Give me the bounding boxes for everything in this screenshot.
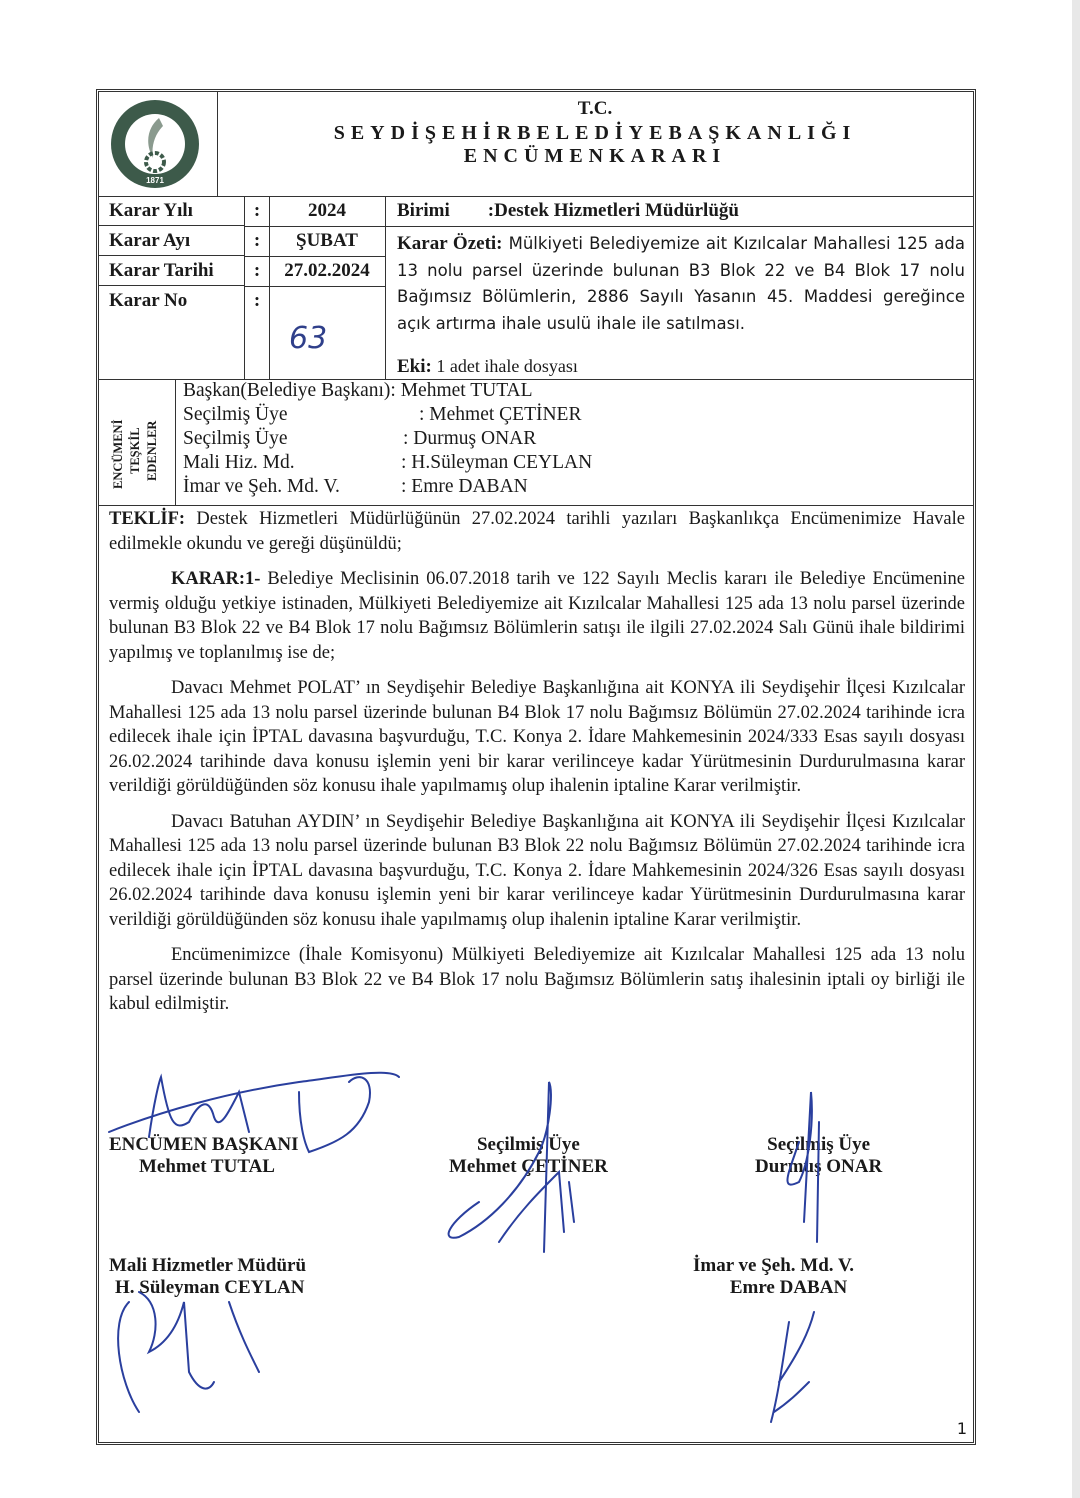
member-role: Başkan(Belediye Başkanı) xyxy=(183,380,391,401)
vertical-label-line: ENCÜMENİ xyxy=(111,419,125,489)
birimi-row xyxy=(385,196,973,227)
tc-title: T.C. xyxy=(577,98,613,119)
signature-scribble-daban xyxy=(771,1312,814,1422)
member-name: : Emre DABAN xyxy=(401,476,528,497)
vertical-label-line: EDENLER xyxy=(145,420,159,481)
member-role: Mali Hiz. Md. xyxy=(183,452,295,473)
member-row xyxy=(183,380,533,402)
institution-title: SEYDİŞEHİRBELEDİYEBAŞKANLIĞI xyxy=(333,122,857,144)
member-name: : H.Süleyman CEYLAN xyxy=(401,452,593,473)
header-titles xyxy=(217,98,973,168)
signature-name: Mehmet ÇETİNER xyxy=(449,1156,608,1177)
signature-block xyxy=(693,1255,854,1299)
decision-info-table xyxy=(99,196,973,380)
member-name: : Mehmet ÇETİNER xyxy=(419,404,582,425)
signature-block xyxy=(109,1255,306,1299)
member-role: Seçilmiş Üye xyxy=(183,404,288,425)
karar-ozeti xyxy=(385,227,973,337)
karar-yili-label: Karar Yılı xyxy=(99,196,245,226)
signature-name: Emre DABAN xyxy=(729,1277,848,1298)
colon: : xyxy=(245,226,270,257)
eki-label: Eki: xyxy=(397,356,432,377)
member-row xyxy=(183,404,582,426)
signature-block xyxy=(755,1134,882,1178)
signature-title: İmar ve Şeh. Md. V. xyxy=(693,1255,854,1276)
member-row xyxy=(183,428,537,450)
karar-label: KARAR:1- xyxy=(171,569,261,589)
page-edge xyxy=(1072,0,1080,1498)
member-name: : Durmuş ONAR xyxy=(403,428,537,449)
committee-vertical-label xyxy=(99,379,176,505)
document-frame xyxy=(96,89,976,1445)
signature-name: Durmuş ONAR xyxy=(755,1156,883,1177)
vertical-label-line: TEŞKİL xyxy=(128,427,142,474)
document-header xyxy=(99,92,973,197)
signature-name: Mehmet TUTAL xyxy=(139,1156,275,1177)
signature-block xyxy=(109,1134,299,1178)
body-paragraph: Encümenimizce (İhale Komisyonu) Mülkiyeti Belediyemize ait Kızılcalar Mahallesi 125 ada 13 nolu parsel üzerinde bulunan B3 Blok 22 ve B4 Blok 17 nolu Bağımsız Bölümlerin satış ihalesinin iptali oy birliği ile kabul edilmiştir. xyxy=(109,945,965,1014)
signature-name: H. Süleyman CEYLAN xyxy=(115,1277,305,1298)
body-paragraph: Davacı Mehmet POLAT’ ın Seydişehir Belediye Başkanlığına ait KONYA ili Seydişehir İlçesi Kızılcalar Mahallesi 125 ada 13 nolu parsel üzerinde bulunan B4 Blok 17 nolu Bağımsız Bölümün 27.02.2024 tarihinde icra edilecek ihale için İPTAL davasına başvurduğu, T.C. Konya 2. İdare Mahkemesinin 2024/333 Esas sayılı dosyası 26.02.2024 tarihinde dava konusu işlemin yeni bir karar verilinceye kadar Yürütmesinin Durdurulmasına karar verildiği görüldüğünden söz konusu ihale yapılmamış olup ihalenin iptaline Karar verilmiştir. xyxy=(109,678,965,796)
karar-yili-value: 2024 xyxy=(269,196,386,227)
karar-ayi-value: ŞUBAT xyxy=(269,226,386,257)
karar-text: Belediye Meclisinin 06.07.2018 tarih ve 122 Sayılı Meclis kararı ile Belediye Encümenine vermiş olduğu yetkiye istinaden, Mülkiyeti Belediyemize ait Kızılcalar Mahallesi 125 ada 13 nolu parsel üzerinde bulunan B3 Blok 22 ve B4 Blok 17 nolu Bağımsız Bölümlerin satışı ile ilgili 27.02.2024 Salı Günü ihale bildirimi yapılmış ve toplanılmış ise de; xyxy=(109,569,965,663)
svg-text:1871: 1871 xyxy=(146,176,164,185)
ozet-label: Karar Özeti: xyxy=(397,233,503,254)
committee-members xyxy=(99,379,973,506)
colon: : xyxy=(245,256,270,287)
document-type-title: ENCÜMENKARARI xyxy=(463,145,727,167)
birimi-label: Birimi xyxy=(397,200,450,221)
karar-tarihi-label: Karar Tarihi xyxy=(99,256,245,286)
member-row xyxy=(183,476,528,498)
ozet-text: Mülkiyeti Belediyemize ait Kızılcalar Mahallesi 125 ada 13 nolu parsel üzerinde bulunan B3 Blok 22 ve B4 Blok 17 nolu Bağımsız Bölümlerin, 2886 Sayılı Yasanın 45. Maddesi gereğince açık artırma ihale usulü ihale ile satılması. xyxy=(397,234,965,333)
teklif-paragraph xyxy=(109,507,965,556)
karar-no-value xyxy=(269,286,386,379)
page-number: 1 xyxy=(956,1419,967,1438)
karar-tarihi-value: 27.02.2024 xyxy=(269,256,386,287)
member-role: İmar ve Şeh. Md. V. xyxy=(183,476,340,497)
colon: : xyxy=(245,196,270,227)
signature-title: Seçilmiş Üye xyxy=(476,1134,580,1155)
signature-title: ENCÜMEN BAŞKANI xyxy=(109,1134,299,1155)
karar-paragraph xyxy=(109,567,965,665)
eki-row xyxy=(397,356,578,378)
member-role: Seçilmiş Üye xyxy=(183,428,288,449)
signature-title: Mali Hizmetler Müdürü xyxy=(109,1255,307,1276)
karar-no-handwritten: 63 xyxy=(289,321,328,356)
member-name: : Mehmet TUTAL xyxy=(390,380,533,401)
member-row xyxy=(183,452,593,474)
teklif-label: TEKLİF: xyxy=(109,509,186,529)
body-paragraph: Davacı Batuhan AYDIN’ ın Seydişehir Belediye Başkanlığına ait KONYA ili Seydişehir İlçesi Kızılcalar Mahallesi 125 ada 13 nolu parsel üzerinde bulunan B3 Blok 22 nolu Bağımsız Bölümün 27.02.2024 tarihinde icra edilecek ihale için İPTAL davasına başvurduğu, T.C. Konya 2. İdare Mahkemesinin 2024/326 Esas sayılı dosyası 26.02.2024 tarihinde dava konusu işlemin yeni bir karar verilinceye kadar Yürütmesinin Durdurulmasına karar verildiği görüldüğünden söz konusu ihale yapılmamış olup ihalenin iptaline Karar verilmiştir. xyxy=(109,811,965,930)
colon: : xyxy=(245,286,270,379)
signature-block xyxy=(449,1134,608,1178)
teklif-text: Destek Hizmetleri Müdürlüğünün 27.02.2024 tarihli yazıları Başkanlıkça Encümenimize Havale edilmekle okundu ve gereği düşünüldü; xyxy=(109,509,965,554)
logo-cell xyxy=(99,92,218,196)
birimi-value: :Destek Hizmetleri Müdürlüğü xyxy=(487,200,739,221)
karar-ayi-label: Karar Ayı xyxy=(99,226,245,256)
signature-title: Seçilmiş Üye xyxy=(767,1134,871,1155)
eki-text: 1 adet ihale dosyası xyxy=(431,356,578,376)
signature-scribble-ceylan xyxy=(118,1292,259,1412)
decision-body xyxy=(99,507,973,1028)
karar-no-label: Karar No xyxy=(99,286,245,379)
municipality-seal-icon xyxy=(109,98,201,190)
